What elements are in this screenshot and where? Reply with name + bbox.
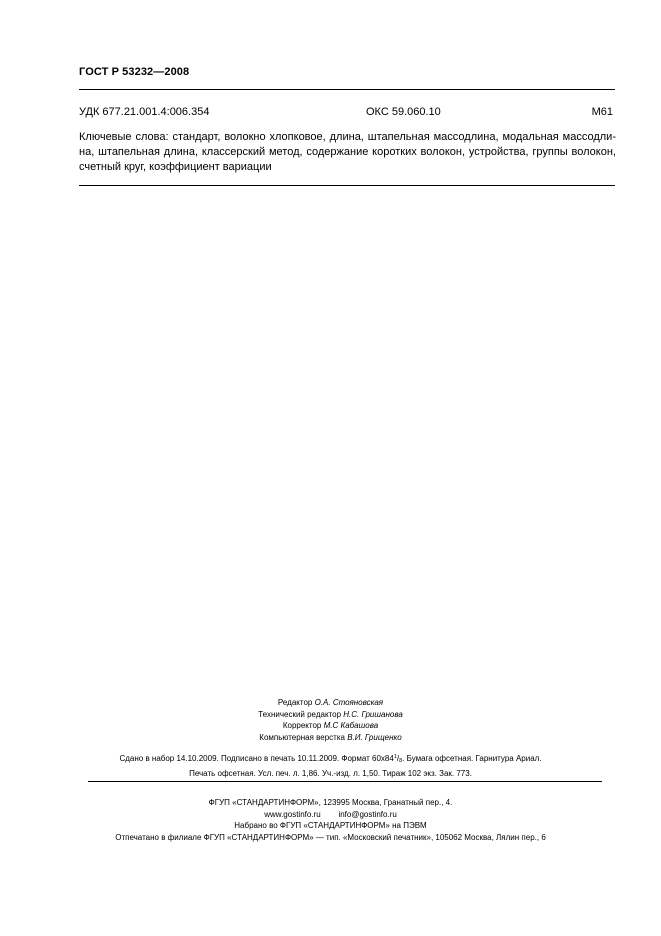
credit-line (0, 720, 661, 732)
publisher-line: Набрано во ФГУП «СТАНДАРТИНФОРМ» на ПЭВМ (234, 821, 427, 830)
publisher-line: www.gostinfo.ru info@gostinfo.ru (264, 809, 397, 819)
publisher-info (0, 797, 661, 843)
credit-name: М.С Кабашова (323, 721, 379, 730)
credit-role: Корректор (282, 721, 322, 730)
credit-line (0, 697, 661, 709)
keywords-line: на, штапельная длина, классерский метод, содержание коротких волокон, устройства, группы волокон, (79, 146, 616, 158)
keywords-line: счетный круг, коэффициент вариации (79, 161, 272, 173)
credit-line (0, 732, 661, 744)
keywords-line: Ключевые слова: стандарт, волокно хлопковое, длина, штапельная массодлина, модальная массодли- (79, 131, 616, 143)
publisher-line: ФГУП «СТАНДАРТИНФОРМ», 123995 Москва, Гранатный пер., 4. (208, 798, 453, 807)
publisher-line: Отпечатано в филиале ФГУП «СТАНДАРТИНФОРМ» — тип. «Московский печатник», 105062 Москва, Лялин пер., 6 (115, 832, 546, 842)
format-superscript: 1 (393, 754, 397, 760)
print-info (0, 752, 661, 779)
credit-role: Технический редактор (258, 709, 342, 719)
credit-line (0, 709, 661, 721)
print-info-line: Сдано в набор 14.10.2009. Подписано в печать 10.11.2009. Формат $60х84^1/_8$. Бумага офсетная. Гарнитура Ариал. (119, 754, 542, 764)
oks-code: ОКС 59.060.10 (366, 106, 441, 118)
credit-role: Редактор (277, 698, 313, 707)
credit-role: Компьютерная верстка (259, 732, 345, 742)
print-info-text: Сдано в набор 14.10.2009. Подписано в печать 10.11.2009. Формат 60х84 (119, 754, 394, 763)
format-subscript: 8 (399, 758, 403, 764)
header-divider (79, 89, 615, 90)
keywords-block (79, 130, 616, 175)
keywords-divider (79, 185, 615, 186)
credit-name: Н.С. Гришанова (343, 709, 403, 719)
credit-name: В.И. Грищенко (347, 732, 402, 742)
print-info-text: . Бумага офсетная. Гарнитура Ариал. (402, 754, 542, 763)
credit-name: О.А. Стояновская (314, 698, 384, 707)
standard-code: ГОСТ Р 53232—2008 (79, 66, 190, 78)
editorial-credits (0, 697, 661, 743)
print-divider (88, 781, 602, 782)
print-info-line: Печать офсетная. Усл. печ. л. 1,86. Уч.-изд. л. 1,50. Тираж 102 экз. Зак. 773. (189, 768, 472, 778)
udk-code: УДК 677.21.001.4:006.354 (79, 106, 210, 118)
classifier-code: М61 (591, 106, 613, 118)
